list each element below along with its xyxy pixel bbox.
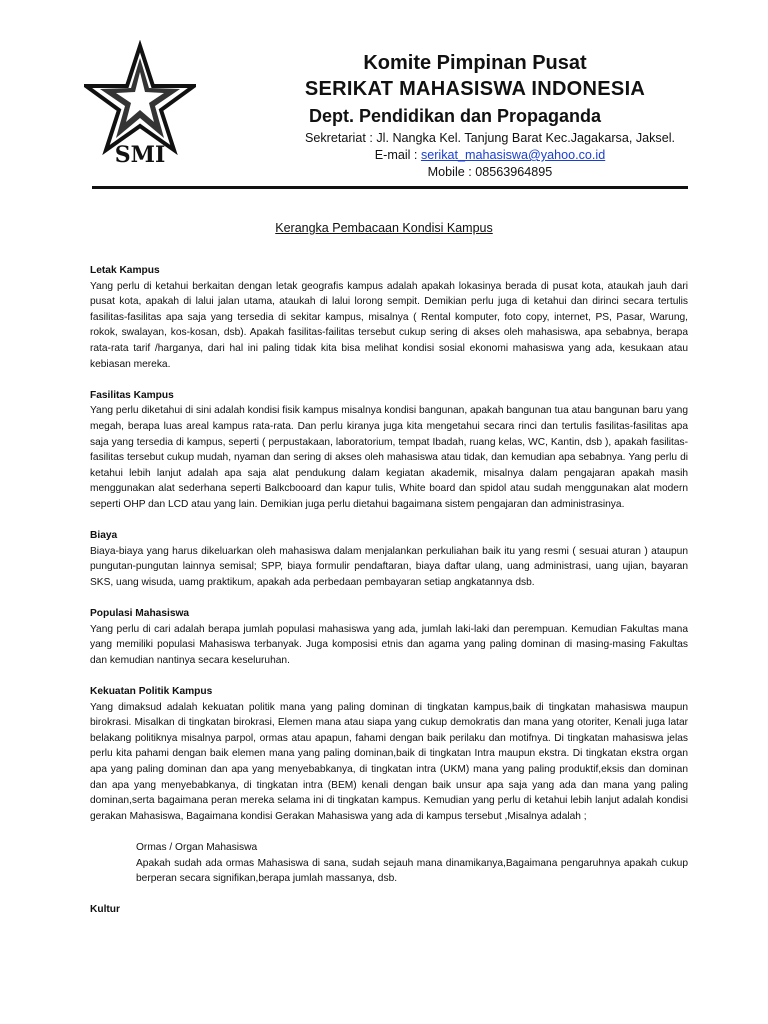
section-title: Kekuatan Politik Kampus — [90, 686, 213, 698]
section-body: Yang dimaksud adalah kekuatan politik mana yang paling dominan di tingkatan kampus,baik di tingkatan mahasiswa maupun birokrasi. Misalkan di tingkatan birokrasi, Elemen mana atau siapa yang cukup demokratis dan mana yang otoriter, Kenali juga latar belakang politiknya misalnya parpol, ormas atau apapun, fahami dengan baik perilaku dan motifnya. Di tingkatan mahasiswa jelas perlu kita pahami dengan baik elemen mana yang paling dominan,baik di tingkatan Intra maupun ekstra. Di tingkatan ekstra organ apa yang paling dominan dan apa yang menyebabkanya, di tingkatan intra (UKM) mana yang paling produktif,eksis dan dominan dan apa yang menyebabkanya, di tingkatan intra (BEM) kenali dengan baik unsur apa saja yang ada dan mana yang paling dominan,serta bagaimana peran mereka selama ini di tingkatan kampus. Kemudian yang perlu di ketahui lebih lanjut adalah kondisi gerakan Mahasiswa, Bagaimana kondisi Gerakan Mahasiswa yang ada di kampus tersebut ,Misalnya adalah ; — [90, 701, 688, 822]
logo-lettering: SMI — [114, 142, 166, 168]
document-body — [90, 263, 688, 918]
section-title: Letak Kampus — [90, 265, 160, 276]
subsection-body: Apakah sudah ada ormas Mahasiswa di sana, sudah sejauh mana dinamikanya,Bagaimana pengaruhnya apakah cukup berperan secara signifikan,berapa jumlah massanya, dsb. — [136, 857, 688, 885]
section-title: Fasilitas Kampus — [90, 389, 174, 401]
section — [90, 606, 688, 668]
document-title: Kerangka Pembacaan Kondisi Kampus — [275, 221, 493, 235]
section — [90, 684, 688, 824]
email-line — [245, 147, 735, 164]
section — [90, 388, 688, 513]
email-link[interactable]: serikat_mahasiswa@yahoo.co.id — [420, 148, 606, 162]
subsection-title: Ormas / Organ Mahasiswa — [136, 841, 258, 853]
header-divider — [92, 186, 688, 189]
section — [90, 528, 688, 590]
section-body: Biaya-biaya yang harus dikeluarkan oleh mahasiswa dalam menjalankan perkuliahan baik itu yang resmi ( sesuai aturan ) ataupun pungutan-pungutan lainnya semisal; SPP, biaya formulir pendaftaran, biaya daftar ulang, uang administrasi, uang ujian, bayaran SKS, uang wisuda, uamg praktikum, apakah ada perbedaan pembayaran setiap angkatannya dsb. — [90, 545, 688, 588]
section-title: Populasi Mahasiswa — [90, 608, 190, 620]
org-line2: SERIKAT MAHASISWA INDONESIA — [304, 78, 646, 100]
section-title: Biaya — [90, 530, 118, 542]
mobile: Mobile : 08563964895 — [427, 165, 553, 179]
subsection — [136, 840, 688, 887]
email-label: E-mail : — [374, 148, 421, 162]
section-body: Yang perlu diketahui di sini adalah kondisi fisik kampus misalnya kondisi bangunan, apakah bangunan tua atau bangunan baru yang megah, berapa luas areal kampus rata-rata. Dan perlu kiranya juga kita mengetahui secara rinci dan tertulis fasilitas-fasilitas apa saja yang tersedia di kampus, seperti ( perpustakaan, laboratorium, tempat Ibadah, ruang kelas, WC, Kantin, dsb ), apakah fasilitas-fasilitas tersebut cukup mudah, nyaman dan sering di akses oleh mahasiswa atau tidak, dan kemudian apa sebabnya. Yang perlu di ketahui lebih lanjut adalah apa saja alat pendukung dalam kegiatan akademik, misalnya dalam pengajaran apakah masih menggunakan alat sederhana seperti Balkcbooard dan kapur tulis, White board dan spidol atau sudah menggunakan alat modern seperti OHP dan LCD atau yang lain. Demikian juga perlu dietahui bagaimana sistem pengajaran dan administrasinya. — [90, 405, 688, 510]
org-line1: Komite Pimpinan Pusat — [363, 52, 587, 74]
section — [90, 263, 688, 372]
section-body: Yang perlu di cari adalah berapa jumlah populasi mahasiswa yang ada, jumlah laki-laki dan perempuan. Kemudian Fakultas mana yang memiliki populasi Mahasiswa terbanyak. Juga komposisi etnis dan agama yang paling dominan di masing-masing Fakultas dan kemudian nantinya secara keseluruhan. — [90, 623, 688, 666]
address: Sekretariat : Jl. Nangka Kel. Tanjung Barat Kec.Jagakarsa, Jaksel. — [304, 131, 676, 145]
letterhead — [215, 50, 735, 181]
section-title-kultur: Kultur — [90, 904, 120, 916]
section-body: Yang perlu di ketahui berkaitan dengan letak geografis kampus adalah apakah lokasinya berada di pusat kota, ataukah jauh dari pusat kota, apakah di lalui jalan utama, ataukah di lalui lorong sempit. Demikian perlu juga di ketahui dan dirinci secara tertulis fasilitas-fasilitas apa saja yang tersedia di sekitar kampus, misalnya ( Rental komputer, foto copy, internet, PS, Pasar, Warung, rokok, swalayan, kos-kosan, dsb). Apakah fasilitas-failitas tersebut cukup sering di akses oleh mahasiswa, apa sebabnya, berapa rata-rata tarif /harganya, dari hal ini paling tidak kita bisa melihat kondisi sosial ekonomi mahasiswa yang ada, kesukaan atau kebiasan mereka. — [90, 280, 688, 370]
department: Dept. Pendidikan dan Propaganda — [308, 106, 602, 126]
